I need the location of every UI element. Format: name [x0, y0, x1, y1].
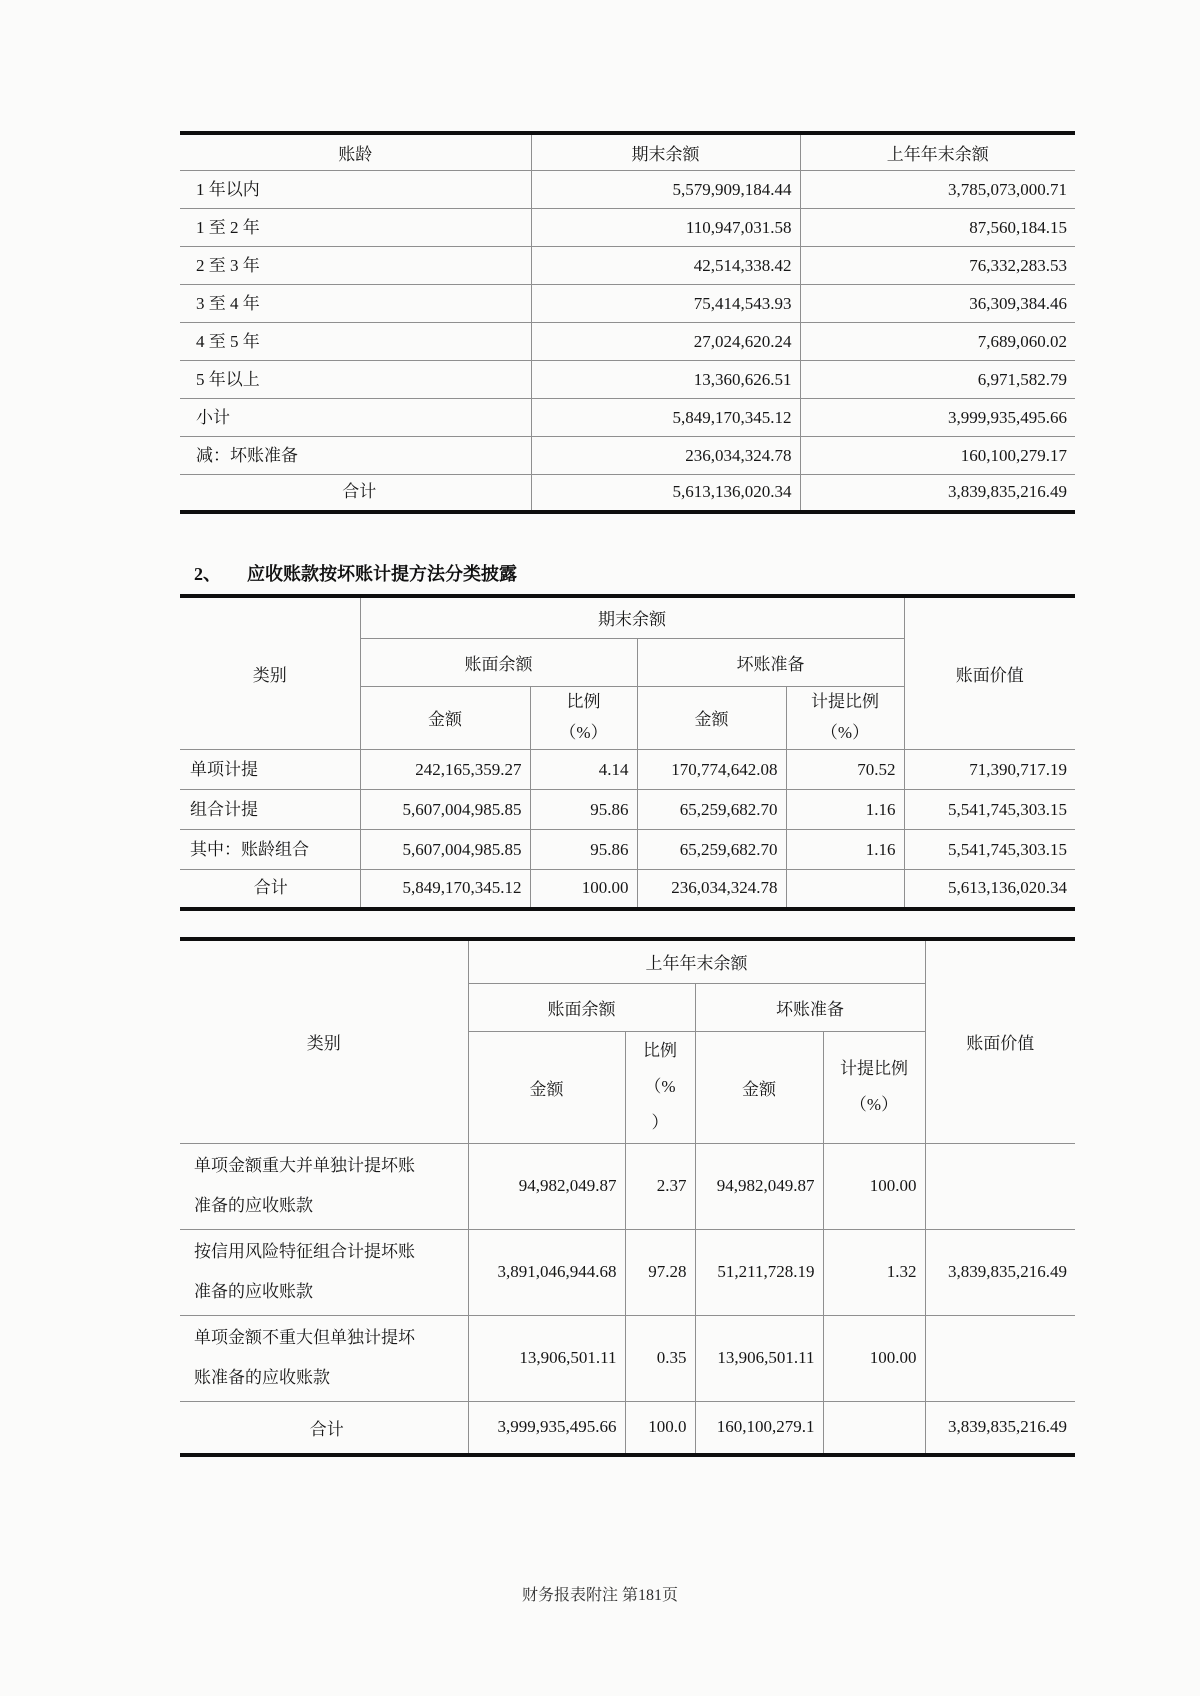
ratio-header-line2: （%: [644, 1077, 676, 1097]
ratio-column-header: [530, 686, 637, 749]
bad-debt-amount-cell: 170,774,642.08: [637, 749, 786, 789]
provision-table-row: [180, 1315, 1075, 1401]
provision-table-row: [180, 789, 1075, 829]
provision-ratio-cell: [786, 869, 904, 909]
aging-table-row: [180, 436, 1075, 474]
carrying-value-cell: [925, 1143, 1075, 1229]
carrying-value-cell: 3,839,835,216.49: [925, 1229, 1075, 1315]
bad-debt-amount-column-header: 金额: [637, 686, 786, 749]
provision-ratio-cell: 100.00: [823, 1143, 925, 1229]
section-title: 应收账款按坏账计提方法分类披露: [247, 564, 517, 584]
current-period-provision-table: [180, 594, 1075, 911]
page-footer: 财务报表附注 第181页: [521, 1587, 678, 1604]
bad-debt-amount-cell: 51,211,728.19: [695, 1229, 823, 1315]
ratio-header-line3: ）: [651, 1112, 669, 1132]
aging-label-cell: 5 年以上: [180, 360, 531, 398]
aging-label-cell: 1 年以内: [180, 170, 531, 208]
carrying-value-column-header: 账面价值: [925, 939, 1075, 1143]
ratio-header-line1: 比例: [566, 691, 601, 711]
ending-balance-group-header: 期末余额: [360, 596, 904, 638]
provision-ratio-header-line2: （%）: [820, 722, 870, 742]
book-balance-group-header: 账面余额: [360, 638, 637, 686]
aging-table-row: [180, 474, 1075, 512]
prior-year-balance-cell: 3,839,835,216.49: [800, 474, 1075, 512]
aging-table-row: [180, 398, 1075, 436]
book-balance-amount-cell: 13,906,501.11: [468, 1315, 625, 1401]
provision-ratio-cell: 1.32: [823, 1229, 925, 1315]
provision-ratio-cell: 1.16: [786, 829, 904, 869]
aging-table-row: [180, 322, 1075, 360]
book-balance-amount-cell: 94,982,049.87: [468, 1143, 625, 1229]
category-label: 组合计提: [190, 799, 258, 819]
ratio-cell: 4.14: [530, 749, 637, 789]
carrying-value-cell: 5,541,745,303.15: [904, 829, 1075, 869]
provision-table-row: [180, 1229, 1075, 1315]
category-label: 单项金额重大并单独计提坏账准备的应收账款: [194, 1156, 415, 1215]
ending-balance-cell: 236,034,324.78: [531, 436, 800, 474]
category-cell: [180, 869, 360, 909]
category-cell: [180, 1401, 468, 1455]
aging-label-cell: 3 至 4 年: [180, 284, 531, 322]
book-balance-amount-cell: 5,607,004,985.85: [360, 789, 530, 829]
bad-debt-amount-cell: 13,906,501.11: [695, 1315, 823, 1401]
ending-balance-cell: 42,514,338.42: [531, 246, 800, 284]
book-balance-amount-cell: 242,165,359.27: [360, 749, 530, 789]
provision-ratio-cell: [823, 1401, 925, 1455]
aging-column-header: 账龄: [180, 133, 531, 170]
header-row-group: [180, 596, 1075, 638]
provision-ratio-column-header: [786, 686, 904, 749]
ratio-cell: 95.86: [530, 789, 637, 829]
bad-debt-provision-group-header: 坏账准备: [637, 638, 904, 686]
provision-ratio-header-line2: （%）: [849, 1095, 899, 1114]
ending-balance-cell: 75,414,543.93: [531, 284, 800, 322]
ratio-column-header: [625, 1031, 695, 1143]
book-balance-amount-cell: 5,607,004,985.85: [360, 829, 530, 869]
aging-label-cell: 合计: [180, 474, 531, 512]
category-cell: [180, 749, 360, 789]
aging-table-header-row: [180, 133, 1075, 170]
ratio-cell: 100.00: [530, 869, 637, 909]
aging-balance-table: [180, 131, 1075, 514]
provision-ratio-cell: 1.16: [786, 789, 904, 829]
provision-table-row: [180, 1401, 1075, 1455]
prior-year-balance-cell: 7,689,060.02: [800, 322, 1075, 360]
aging-label-cell: 4 至 5 年: [180, 322, 531, 360]
book-balance-amount-cell: 5,849,170,345.12: [360, 869, 530, 909]
amount-column-header: 金额: [360, 686, 530, 749]
ratio-header-line1: 比例: [643, 1041, 677, 1061]
carrying-value-cell: 5,613,136,020.34: [904, 869, 1075, 909]
aging-table-row: [180, 360, 1075, 398]
prior-year-balance-cell: 3,999,935,495.66: [800, 398, 1075, 436]
carrying-value-cell: [925, 1315, 1075, 1401]
aging-label-cell: 减：坏账准备: [180, 436, 531, 474]
provision-ratio-header-line1: 计提比例: [811, 691, 879, 711]
category-label: 按信用风险特征组合计提坏账准备的应收账款: [194, 1242, 415, 1301]
provision-table-row: [180, 1143, 1075, 1229]
category-label: 单项金额不重大但单独计提坏账准备的应收账款: [194, 1328, 415, 1387]
provision-ratio-cell: 70.52: [786, 749, 904, 789]
category-label: 合计: [309, 1419, 344, 1439]
ratio-cell: 97.28: [625, 1229, 695, 1315]
bad-debt-amount-column-header: 金额: [695, 1031, 823, 1143]
bad-debt-amount-cell: 160,100,279.1: [695, 1401, 823, 1455]
prior-year-balance-cell: 76,332,283.53: [800, 246, 1075, 284]
carrying-value-column-header: 账面价值: [904, 596, 1075, 749]
ratio-cell: 95.86: [530, 829, 637, 869]
category-cell: [180, 829, 360, 869]
aging-table-row: [180, 246, 1075, 284]
category-label: 合计: [253, 878, 288, 897]
carrying-value-cell: 71,390,717.19: [904, 749, 1075, 789]
category-cell: [180, 1229, 468, 1315]
ending-balance-cell: 13,360,626.51: [531, 360, 800, 398]
header-row-group: [180, 939, 1075, 983]
book-balance-amount-cell: 3,891,046,944.68: [468, 1229, 625, 1315]
category-cell: [180, 1315, 468, 1401]
category-column-header: 类别: [180, 939, 468, 1143]
document-content: [180, 131, 1075, 1457]
ratio-cell: 0.35: [625, 1315, 695, 1401]
prior-year-balance-group-header: 上年年末余额: [468, 939, 925, 983]
bad-debt-provision-group-header: 坏账准备: [695, 983, 925, 1031]
prior-year-balance-cell: 36,309,384.46: [800, 284, 1075, 322]
provision-table-row: [180, 749, 1075, 789]
provision-table-row: [180, 869, 1075, 909]
bad-debt-amount-cell: 65,259,682.70: [637, 829, 786, 869]
aging-table-row: [180, 170, 1075, 208]
ratio-header-line2: （%）: [559, 722, 608, 742]
ending-balance-cell: 110,947,031.58: [531, 208, 800, 246]
aging-table-row: [180, 284, 1075, 322]
ratio-cell: 2.37: [625, 1143, 695, 1229]
category-column-header: 类别: [180, 596, 360, 749]
prior-year-provision-table: [180, 937, 1075, 1457]
ending-balance-column-header: 期末余额: [531, 133, 800, 170]
aging-label-cell: 小计: [180, 398, 531, 436]
ending-balance-cell: 5,579,909,184.44: [531, 170, 800, 208]
provision-ratio-cell: 100.00: [823, 1315, 925, 1401]
section-number: 2、: [194, 564, 221, 584]
aging-label-cell: 2 至 3 年: [180, 246, 531, 284]
provision-ratio-header-line1: 计提比例: [840, 1059, 908, 1079]
category-label: 其中：账龄组合: [190, 839, 309, 859]
carrying-value-cell: 3,839,835,216.49: [925, 1401, 1075, 1455]
bad-debt-amount-cell: 236,034,324.78: [637, 869, 786, 909]
book-balance-group-header: 账面余额: [468, 983, 695, 1031]
bad-debt-amount-cell: 65,259,682.70: [637, 789, 786, 829]
ratio-cell: 100.0: [625, 1401, 695, 1455]
provision-table-row: [180, 829, 1075, 869]
section-heading: [180, 560, 1075, 586]
ending-balance-cell: 5,613,136,020.34: [531, 474, 800, 512]
bad-debt-amount-cell: 94,982,049.87: [695, 1143, 823, 1229]
prior-year-balance-cell: 87,560,184.15: [800, 208, 1075, 246]
prior-year-balance-cell: 3,785,073,000.71: [800, 170, 1075, 208]
ending-balance-cell: 27,024,620.24: [531, 322, 800, 360]
book-balance-amount-cell: 3,999,935,495.66: [468, 1401, 625, 1455]
aging-label-cell: 1 至 2 年: [180, 208, 531, 246]
provision-ratio-column-header: [823, 1031, 925, 1143]
category-label: 单项计提: [190, 759, 258, 779]
category-cell: [180, 789, 360, 829]
prior-year-balance-column-header: 上年年末余额: [800, 133, 1075, 170]
aging-table-row: [180, 208, 1075, 246]
amount-column-header: 金额: [468, 1031, 625, 1143]
category-cell: [180, 1143, 468, 1229]
prior-year-balance-cell: 160,100,279.17: [800, 436, 1075, 474]
prior-year-balance-cell: 6,971,582.79: [800, 360, 1075, 398]
ending-balance-cell: 5,849,170,345.12: [531, 398, 800, 436]
carrying-value-cell: 5,541,745,303.15: [904, 789, 1075, 829]
